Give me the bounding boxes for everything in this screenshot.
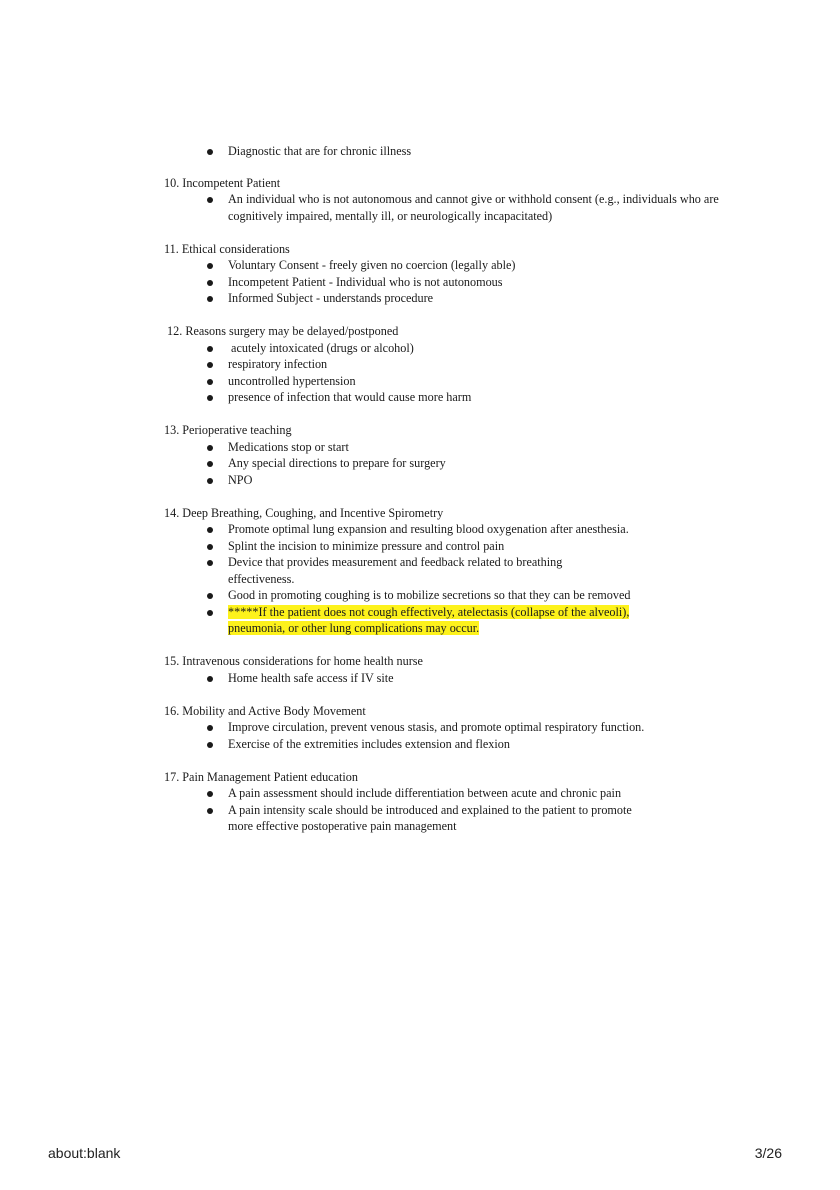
bullet-icon <box>207 791 213 797</box>
bullet-list <box>164 670 724 687</box>
list-item <box>164 736 724 753</box>
bullet-icon <box>207 197 213 203</box>
list-item <box>164 340 724 357</box>
list-item-text: Voluntary Consent - freely given no coercion (legally able) <box>228 258 516 272</box>
section-surgery-delay-reasons <box>164 323 724 406</box>
list-item <box>164 143 724 160</box>
bullet-list <box>164 785 724 835</box>
list-item-text: Splint the incision to minimize pressure and control pain <box>228 538 505 553</box>
list-item-text: Incompetent Patient - Individual who is not autonomous <box>228 274 503 289</box>
list-item-text: Promote optimal lung expansion and resulting blood oxygenation after anesthesia. <box>228 522 629 536</box>
highlighted-text: *****If the patient does not cough effectively, atelectasis (collapse of the alveoli), pneumonia, or other lung complications may occur. <box>228 604 630 635</box>
list-item <box>164 356 724 373</box>
list-item <box>164 538 724 555</box>
section-heading: 13. Perioperative teaching <box>164 423 292 437</box>
bullet-icon <box>207 725 213 731</box>
list-item <box>164 290 724 307</box>
section-heading: 15. Intravenous considerations for home health nurse <box>164 654 423 668</box>
bullet-icon <box>207 676 213 682</box>
bullet-icon <box>207 560 213 566</box>
bullet-icon <box>207 742 213 748</box>
bullet-icon <box>207 362 213 368</box>
section-intravenous <box>164 653 724 686</box>
list-item <box>164 389 724 406</box>
list-item <box>164 472 724 489</box>
list-item <box>164 670 724 687</box>
list-item-text: presence of infection that would cause more harm <box>228 390 472 404</box>
section-incompetent-patient <box>164 175 724 225</box>
section-heading: 10. Incompetent Patient <box>164 175 281 190</box>
list-item-text: Diagnostic that are for chronic illness <box>228 144 412 158</box>
section-heading: 17. Pain Management Patient education <box>164 769 358 784</box>
list-item <box>164 719 724 736</box>
footer-url: about:blank <box>48 1145 121 1161</box>
bullet-icon <box>207 263 213 269</box>
bullet-list <box>164 191 724 224</box>
list-item-text: Informed Subject - understands procedure <box>228 291 434 305</box>
bullet-icon <box>207 527 213 533</box>
bullet-icon <box>207 593 213 599</box>
footer-page-number: 3/26 <box>754 1145 782 1161</box>
list-item-text: Home health safe access if IV site <box>228 670 394 685</box>
list-item <box>164 785 724 802</box>
section-deep-breathing <box>164 505 724 637</box>
section-mobility <box>164 703 724 753</box>
list-item <box>164 257 724 274</box>
list-item-text: Device that provides measurement and feedback related to breathing effectiveness. <box>228 555 563 586</box>
bullet-icon <box>207 280 213 286</box>
list-item-text: respiratory infection <box>228 357 328 371</box>
bullet-list <box>164 257 724 307</box>
list-item <box>164 455 724 472</box>
list-item <box>164 191 724 224</box>
list-item-text: An individual who is not autonomous and cannot give or withhold consent (e.g., individuals who are cognitively impaired, mentally ill, or neurologically incapacitated) <box>228 192 719 223</box>
bullet-list <box>164 439 724 489</box>
section-ethical-considerations <box>164 241 724 307</box>
list-item-highlighted <box>164 604 724 637</box>
bullet-icon <box>207 610 213 616</box>
bullet-list <box>164 719 724 752</box>
list-item-text: Good in promoting coughing is to mobilize secretions so that they can be removed <box>228 588 631 602</box>
list-item-text: Any special directions to prepare for surgery <box>228 456 446 470</box>
bullet-icon <box>207 544 213 550</box>
bullet-list <box>164 143 724 160</box>
list-item <box>164 274 724 291</box>
section-perioperative-teaching <box>164 422 724 488</box>
list-item <box>164 439 724 456</box>
bullet-icon <box>207 461 213 467</box>
bullet-icon <box>207 346 213 352</box>
section-heading: 11. Ethical considerations <box>164 241 290 256</box>
bullet-icon <box>207 445 213 451</box>
list-item <box>164 554 724 587</box>
section-heading: 14. Deep Breathing, Coughing, and Incentive Spirometry <box>164 505 444 520</box>
list-item-text: Improve circulation, prevent venous stasis, and promote optimal respiratory function. <box>228 720 645 734</box>
section-pain-management <box>164 769 724 835</box>
list-item-text: acutely intoxicated (drugs or alcohol) <box>228 340 414 355</box>
list-item <box>164 373 724 390</box>
list-item-text: A pain assessment should include differentiation between acute and chronic pain <box>228 786 622 800</box>
bullet-icon <box>207 296 213 302</box>
list-item-text: uncontrolled hypertension <box>228 373 356 388</box>
list-item-text: Exercise of the extremities includes extension and flexion <box>228 736 510 751</box>
bullet-icon <box>207 379 213 385</box>
list-item-text: NPO <box>228 472 253 487</box>
bullet-icon <box>207 395 213 401</box>
bullet-icon <box>207 808 213 814</box>
section-heading: 12. Reasons surgery may be delayed/postponed <box>164 324 399 338</box>
bullet-icon <box>207 478 213 484</box>
bullet-icon <box>207 149 213 155</box>
section-heading: 16. Mobility and Active Body Movement <box>164 703 366 718</box>
list-item <box>164 521 724 538</box>
list-item <box>164 587 724 604</box>
bullet-list <box>164 340 724 406</box>
list-item-text: A pain intensity scale should be introduced and explained to the patient to promote more effective postoperative pain management <box>228 802 632 833</box>
list-item <box>164 802 724 835</box>
list-item-text <box>228 604 658 637</box>
list-item-text: Medications stop or start <box>228 439 349 454</box>
section-continued <box>164 143 724 160</box>
bullet-list <box>164 521 724 637</box>
notes-content <box>164 143 724 851</box>
